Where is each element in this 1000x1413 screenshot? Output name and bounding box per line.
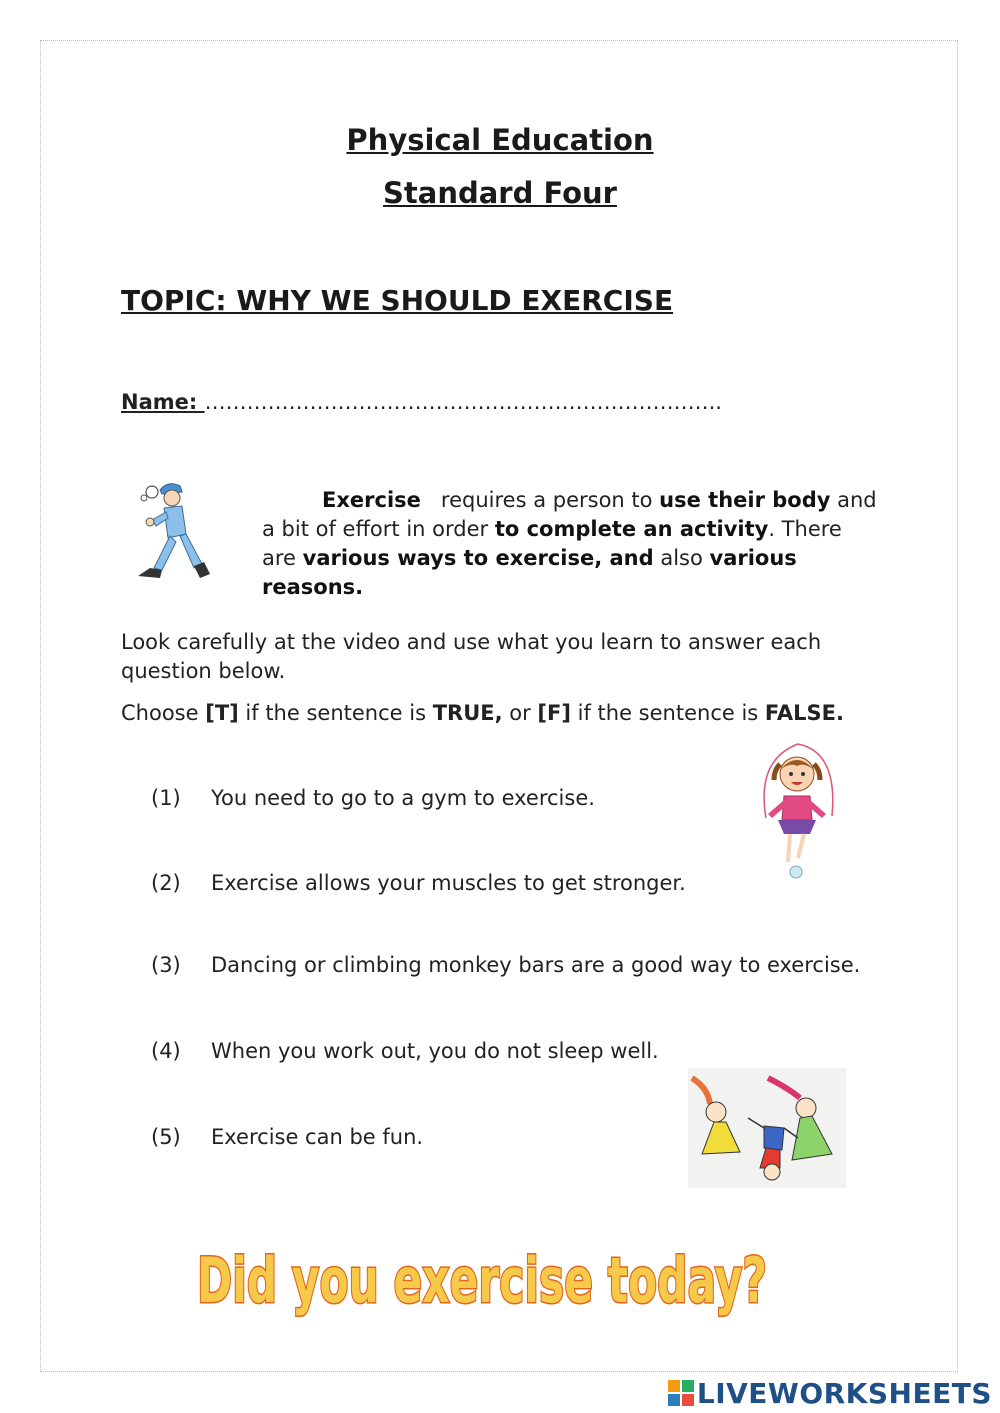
intro-text-2: and a bit of effort in order <box>262 488 877 541</box>
intro-bold-1: use their body <box>659 488 831 512</box>
instructions-line-2 <box>121 699 881 728</box>
jump-rope-girl-illustration <box>752 740 844 885</box>
instr-false-code: [F] <box>537 701 571 725</box>
liveworksheets-icon <box>668 1380 694 1406</box>
intro-text-4: also <box>653 546 710 570</box>
walking-man-illustration <box>128 478 214 590</box>
question-1-text[interactable]: You need to go to a gym to exercise. <box>211 786 595 810</box>
question-1-number: (1) <box>151 786 181 810</box>
name-dots: ……………………………………………………………….. <box>204 390 722 414</box>
banner-text: Did you exercise today? <box>197 1244 767 1317</box>
name-field[interactable] <box>121 390 722 414</box>
instr-text-2: if the sentence is <box>238 701 433 725</box>
instr-false-word: FALSE. <box>764 701 844 725</box>
instr-text-4: if the sentence is <box>570 701 765 725</box>
intro-text-3: . There are <box>262 517 842 570</box>
question-2-text[interactable]: Exercise allows your muscles to get stronger. <box>211 871 686 895</box>
question-5-number: (5) <box>151 1125 181 1149</box>
liveworksheets-logo[interactable] <box>668 1376 992 1410</box>
name-label: Name: <box>121 390 205 414</box>
intro-text-1: requires a person to <box>440 488 660 512</box>
intro-bold-3: various ways to exercise, and <box>302 546 654 570</box>
page-subtitle: Standard Four <box>383 176 617 210</box>
instr-true-code: [T] <box>205 701 239 725</box>
question-5-text[interactable]: Exercise can be fun. <box>211 1125 424 1149</box>
intro-bold-4: various reasons. <box>262 546 797 599</box>
liveworksheets-brand: LIVEWORKSHEETS <box>696 1376 992 1410</box>
question-3-text[interactable]: Dancing or climbing monkey bars are a good way to exercise. <box>211 953 861 977</box>
instr-text-3: or <box>502 701 538 725</box>
topic-heading: TOPIC: WHY WE SHOULD EXERCISE <box>121 284 674 317</box>
kids-playing-illustration <box>688 1068 846 1188</box>
question-2-number: (2) <box>151 871 181 895</box>
instructions-line-1: Look carefully at the video and use what you learn to answer each question below. <box>121 630 822 683</box>
instr-true-word: TRUE, <box>432 701 503 725</box>
exercise-banner <box>0 1230 1000 1330</box>
intro-bold-2: to complete an activity <box>494 517 769 541</box>
intro-exercise: Exercise <box>322 488 421 512</box>
intro-paragraph <box>262 486 882 602</box>
page-title: Physical Education <box>346 123 654 157</box>
question-4-text[interactable]: When you work out, you do not sleep well. <box>211 1039 659 1063</box>
question-3-number: (3) <box>151 953 181 977</box>
question-4-number: (4) <box>151 1039 181 1063</box>
instr-text-1: Choose <box>121 701 206 725</box>
